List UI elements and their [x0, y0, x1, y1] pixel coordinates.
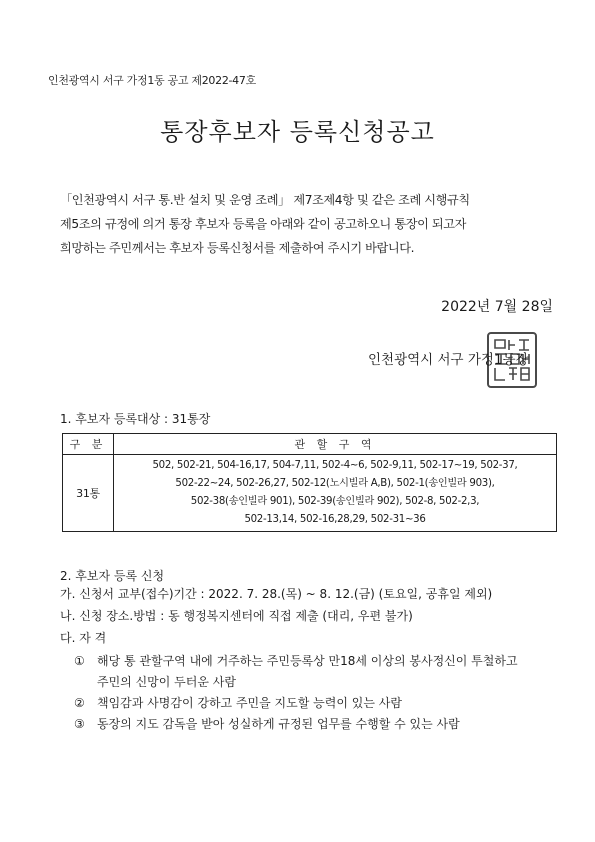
qualification-item [74, 651, 518, 693]
intro-line: 「인천광역시 서구 통.반 설치 및 운영 조례」 제7조제4항 및 같은 조례 시행규칙 [60, 193, 470, 207]
header-category: 구 분 [63, 434, 114, 455]
notice-date: 2022년 7월 28일 [441, 299, 553, 315]
jurisdiction-line: 502-13,14, 502-16,28,29, 502-31~36 [244, 514, 426, 525]
qualification-line: 주민의 신망이 두터운 사람 [97, 675, 236, 689]
header-jurisdiction: 관 할 구 역 [114, 434, 557, 455]
table-header-row [63, 434, 557, 455]
intro-line: 제5조의 규정에 의거 통장 후보자 등록을 아래와 같이 공고하오니 통장이 되고자 [60, 217, 467, 231]
jurisdiction-line: 502, 502-21, 504-16,17, 504-7,11, 502-4~6, 502-9,11, 502-17~19, 502-37, [152, 460, 518, 471]
qualification-item [74, 714, 518, 735]
table-row [63, 455, 557, 532]
jurisdiction-cell [114, 455, 557, 532]
qualification-number: ② [74, 696, 85, 710]
item-place-method: 나. 신청 장소.방법 : 동 행정복지센터에 직접 제출 (대리, 우편 불가) [60, 609, 413, 623]
item-qualification-heading: 다. 자 격 [60, 631, 107, 645]
intro-paragraph [60, 188, 560, 260]
qualification-list [74, 651, 518, 735]
section-1-title: 1. 후보자 등록대상 : 31통장 [60, 412, 211, 426]
application-items [60, 583, 492, 649]
item-period: 가. 신청서 교부(접수)기간 : 2022. 7. 28.(목) ~ 8. 12.(금) (토요일, 공휴일 제외) [60, 587, 493, 601]
intro-line: 희망하는 주민께서는 후보자 등록신청서를 제출하여 주시기 바랍니다. [60, 241, 415, 255]
qualification-number: ③ [74, 717, 85, 731]
qualification-line: 책임감과 사명감이 강하고 주민을 지도할 능력이 있는 사람 [97, 696, 402, 710]
section-2-title: 2. 후보자 등록 신청 [60, 569, 165, 583]
notice-number: 인천광역시 서구 가정1동 공고 제2022-47호 [48, 74, 256, 87]
jurisdiction-line: 502-38(송인빌라 901), 502-39(송인빌라 902), 502-8, 502-2,3, [190, 496, 480, 507]
jurisdiction-table [62, 433, 557, 532]
issuer-name: 인천광역시 서구 가정1동장 [368, 352, 529, 368]
qualification-number: ① [74, 654, 85, 668]
page-title: 통장후보자 등록신청공고 [160, 118, 435, 146]
qualification-item [74, 693, 518, 714]
tong-cell: 31통 [63, 455, 114, 532]
qualification-line: 동장의 지도 감독을 받아 성실하게 규정된 업무를 수행할 수 있는 사람 [97, 717, 460, 731]
jurisdiction-line: 502-22~24, 502-26,27, 502-12(노시빌라 A,B), 502-1(송인빌라 903), [175, 478, 495, 489]
qualification-line: 해당 통 관할구역 내에 거주하는 주민등록상 만18세 이상의 봉사정신이 투철하고 [97, 654, 518, 668]
